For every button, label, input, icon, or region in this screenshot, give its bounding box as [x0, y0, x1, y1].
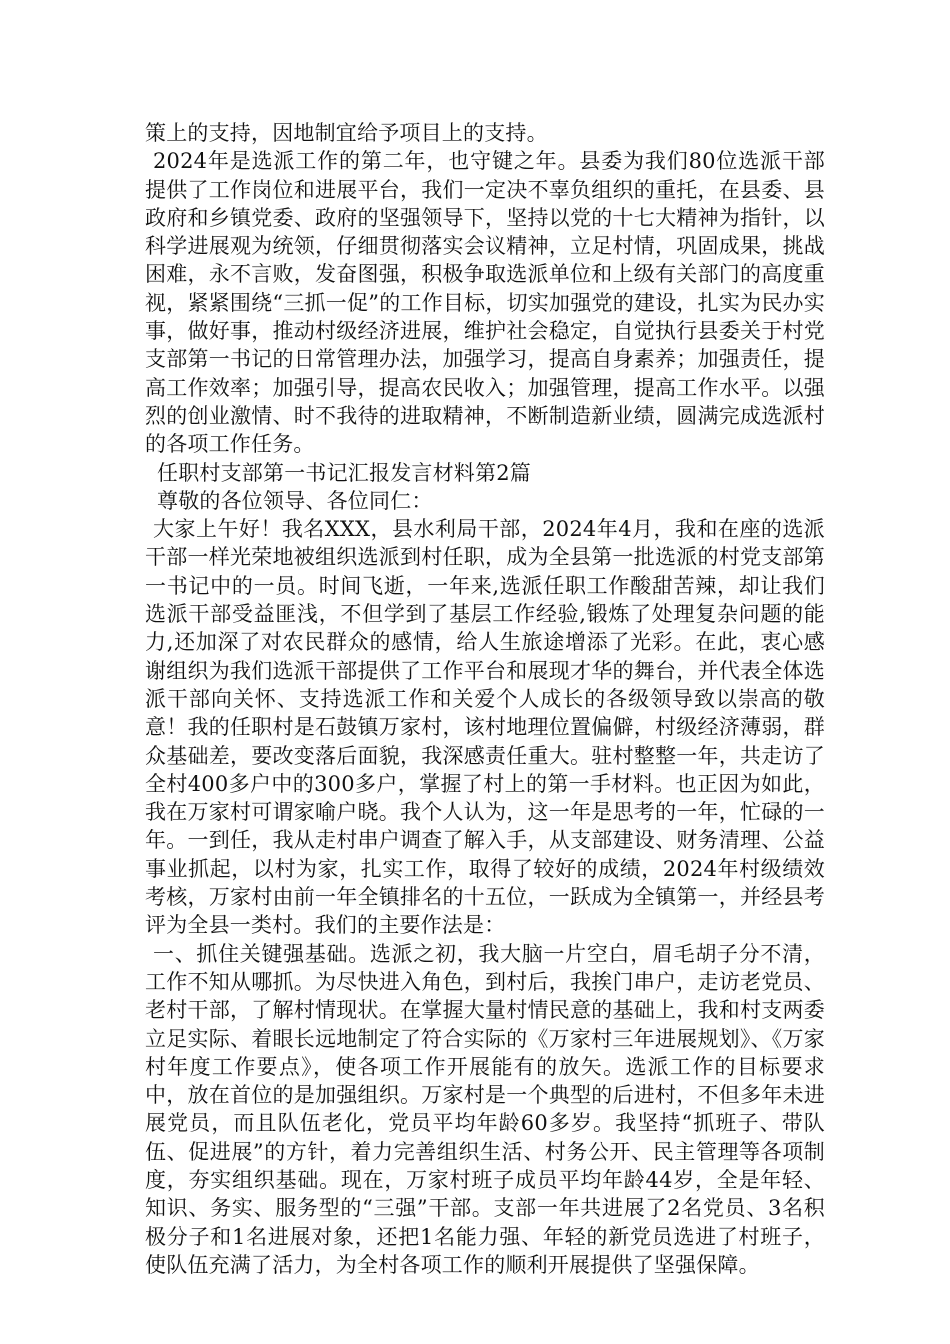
salutation: 尊敬的各位领导、各位同仁： [157, 488, 433, 513]
paragraph-greeting-report: 大家上午好！我名XXX，县水利局干部，2024年4月，我和在座的选派干部一样光荣地被组织选派到村任职，成为全县第一批选派的村党支部第一书记中的一员。时间飞逝，一年来,选派任职工作酸甜苦辣，却让我们选派干部受益匪浅，不但学到了基层工作经验,锻炼了处理复杂问题的能力,还加深了对农民群众的感情，给人生旅途增添了光彩。在此，衷心感谢组织为我们选派干部提供了工作平台和展现才华的舞台，并代表全体选派干部向关怀、支持选派工作和关爱个人成长的各级领导致以崇高的敬意！我的任职村是石鼓镇万家村，该村地理位置偏僻，村级经济薄弱，群众基础差，要改变落后面貌，我深感责任重大。驻村整整一年，共走访了全村400多户中的300多户，掌握了村上的第一手材料。也正因为如此，我在万家村可谓家喻户晓。我个人认为，这一年是思考的一年，忙碌的一年。一到任，我从走村串户调查了解入手，从支部建设、财务清理、公益事业抓起，以村为家，扎实工作，取得了较好的成绩，2024年村级绩效考核，万家村由前一年全镇排名的十五位，一跃成为全镇第一，并经县考评为全县一类村。我们的主要作法是： [145, 517, 825, 938]
paragraph-2024-work-plan: 2024年是选派工作的第二年，也守键之年。县委为我们80位选派干部提供了工作岗位和进展平台，我们一定决不辜负组织的重托，在县委、县政府和乡镇党委、政府的坚强领导下，坚持以党的十七大精神为指针，以科学进展观为统领，仔细贯彻落实会议精神，立足村情，巩固成果，挑战困难，永不言败，发奋图强，积极争取选派单位和上级有关部门的高度重视，紧紧围绕“三抓一促”的工作目标，切实加强党的建设，扎实为民办实事，做好事，推动村级经济进展，维护社会稳定，自觉执行县委关于村党支部第一书记的日常管理办法，加强学习，提高自身素养；加强责任，提高工作效率；加强引导，提高农民收入；加强管理，提高工作水平。以强烈的创业激情、时不我待的进取精神，不断制造新业绩，圆满完成选派村的各项工作任务。 [145, 149, 825, 457]
document-body [145, 119, 825, 1279]
section-heading: 任职村支部第一书记汇报发言材料第2篇 [157, 460, 531, 485]
paragraph-first-measure: 一、抓住关键强基础。选派之初，我大脑一片空白，眉毛胡子分不清，工作不知从哪抓。为尽快进入角色，到村后，我挨门串户，走访老党员、老村干部，了解村情现状。在掌握大量村情民意的基础上，我和村支两委立足实际、着眼长远地制定了符合实际的《万家村三年进展规划》、《万家村年度工作要点》，使各项工作开展能有的放矢。选派工作的目标要求中，放在首位的是加强组织。万家村是一个典型的后进村，不但多年未进展党员，而且队伍老化，党员平均年龄60多岁。我坚持“抓班子、带队伍、促进展”的方针，着力完善组织生活、村务公开、民主管理等各项制度，夯实组织基础。现在，万家村班子成员平均年龄44岁，全是年轻、知识、务实、服务型的“三强”干部。支部一年共进展了2名党员、3名积极分子和1名进展对象，还把1名能力强、年轻的新党员选进了村班子，使队伍充满了活力，为全村各项工作的顺利开展提供了坚强保障。 [145, 941, 825, 1277]
paragraph-continuation: 策上的支持，因地制宜给予项目上的支持。 [145, 121, 548, 145]
